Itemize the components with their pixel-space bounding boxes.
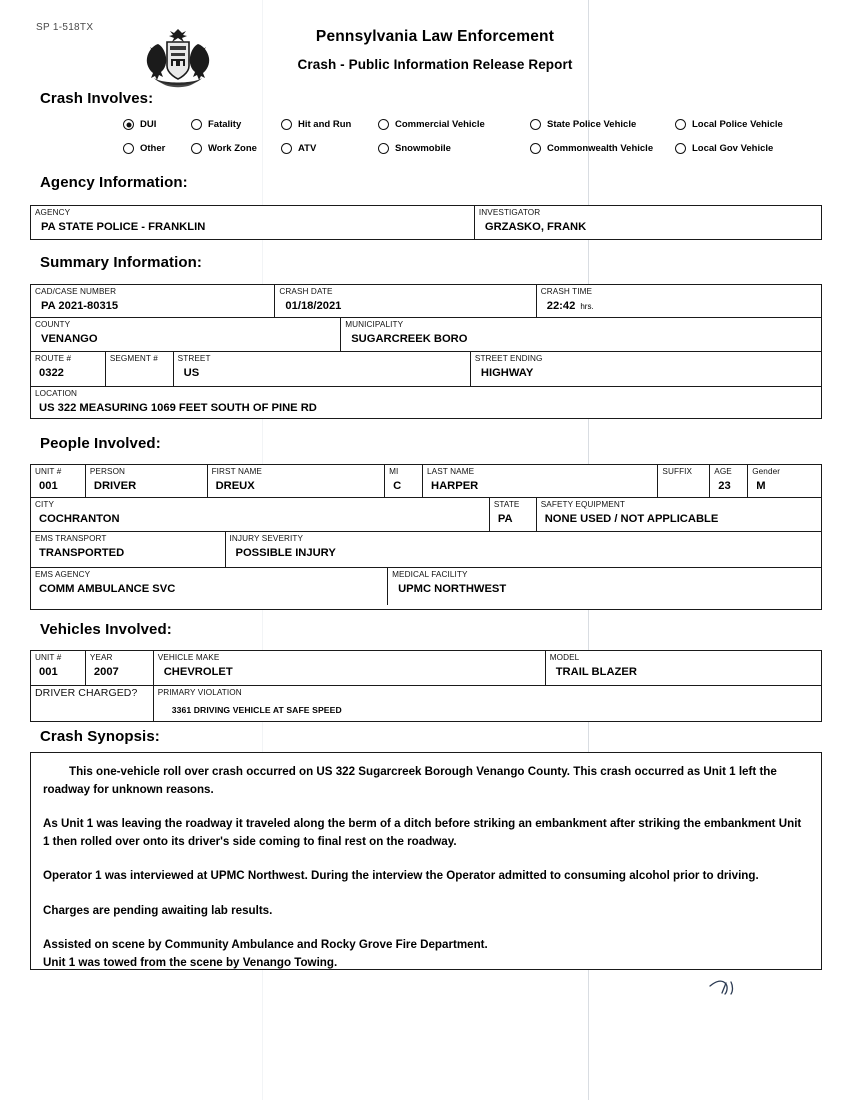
summary-information-heading: Summary Information: (40, 254, 203, 271)
table-row (31, 532, 821, 568)
field-last-name[interactable] (423, 465, 658, 497)
field-value-crash-date: 01/18/2021 (285, 300, 342, 312)
field-label-first-name: FIRST NAME (211, 467, 262, 476)
field-middle-initial[interactable] (385, 465, 423, 497)
field-first-name[interactable] (208, 465, 386, 497)
field-value-street-ending: HIGHWAY (480, 367, 534, 379)
pennsylvania-coat-of-arms-icon (128, 26, 228, 92)
field-value-investigator: GRZASKO, FRANK (484, 221, 587, 233)
field-primary-violation[interactable] (154, 686, 821, 721)
field-value-street: US (183, 367, 200, 379)
agency-information-heading: Agency Information: (40, 174, 188, 191)
radio-icon-local-gov-vehicle[interactable] (675, 143, 686, 154)
field-label-crash-date: CRASH DATE (279, 287, 333, 296)
radio-icon-local-police-vehicle[interactable] (675, 119, 686, 130)
field-value-agency: PA STATE POLICE - FRANKLIN (41, 221, 206, 233)
field-label-agency: AGENCY (35, 208, 71, 217)
field-vehicle-unit-number[interactable] (31, 651, 86, 685)
checkbox-label-commonwealth-vehicle: Commonwealth Vehicle (547, 143, 654, 154)
field-value-segment-number (110, 364, 173, 366)
checkbox-label-fatality: Fatality (208, 119, 242, 130)
field-label-driver-charged: DRIVER CHARGED? (35, 687, 138, 699)
checkbox-local-gov-vehicle[interactable] (675, 143, 773, 154)
field-route-number[interactable] (31, 352, 106, 386)
field-label-investigator: INVESTIGATOR (478, 208, 541, 217)
field-suffix[interactable] (658, 465, 710, 497)
checkbox-label-work-zone: Work Zone (208, 143, 257, 154)
synopsis-paragraph-1: This one-vehicle roll over crash occurred on US 322 Sugarcreek Borough Venango County. This crash occurred as Unit 1 left the roadway for unknown reasons. (43, 765, 777, 796)
field-unit-number[interactable] (31, 465, 86, 497)
table-row (31, 206, 821, 239)
field-ems-transport[interactable] (31, 532, 226, 567)
summary-information-table (30, 284, 822, 419)
report-title-secondary: Crash - Public Information Release Report (297, 57, 573, 72)
checkbox-other[interactable] (123, 143, 165, 154)
field-value-county: VENANGO (41, 333, 98, 345)
field-crash-time[interactable] (537, 285, 821, 317)
checkbox-work-zone[interactable] (191, 143, 257, 154)
report-title-primary: Pennsylvania Law Enforcement (315, 28, 555, 45)
field-value-unit-number: 001 (39, 480, 58, 492)
checkbox-hit-and-run[interactable] (281, 119, 351, 130)
field-label-ems-transport: EMS TRANSPORT (35, 534, 107, 543)
field-vehicle-model[interactable] (546, 651, 821, 685)
field-label-state: STATE (493, 500, 520, 509)
field-value-crash-time: 22:42 hrs. (546, 300, 594, 312)
field-value-primary-violation: 3361 DRIVING VEHICLE AT SAFE SPEED (171, 705, 342, 715)
field-label-injury-severity: INJURY SEVERITY (229, 534, 304, 543)
field-person[interactable] (86, 465, 208, 497)
checkbox-fatality[interactable] (191, 119, 241, 130)
radio-icon-dui[interactable] (123, 119, 134, 130)
field-label-street: STREET (177, 354, 211, 363)
field-value-municipality: SUGARCREEK BORO (351, 333, 468, 345)
vehicles-involved-heading: Vehicles Involved: (40, 621, 172, 638)
checkbox-dui[interactable] (123, 119, 156, 130)
field-agency[interactable] (31, 206, 475, 239)
field-label-cad-case-number: CAD/CASE NUMBER (35, 287, 117, 296)
field-ems-agency[interactable] (31, 568, 388, 605)
field-label-municipality: MUNICIPALITY (345, 320, 404, 329)
synopsis-paragraph-4: Charges are pending awaiting lab results. (43, 903, 273, 917)
checkbox-state-police-vehicle[interactable] (530, 119, 636, 130)
crash-synopsis-heading: Crash Synopsis: (40, 728, 160, 745)
radio-icon-other[interactable] (123, 143, 134, 154)
table-row (31, 285, 821, 318)
field-label-ems-agency: EMS AGENCY (35, 570, 91, 579)
field-injury-severity[interactable] (226, 532, 821, 567)
field-city[interactable] (31, 498, 490, 531)
field-value-first-name: DREUX (215, 480, 255, 492)
field-label-person: PERSON (89, 467, 126, 476)
table-row (31, 686, 821, 721)
field-value-suffix (662, 477, 709, 479)
field-segment-number[interactable] (106, 352, 174, 386)
field-value-vehicle-make: CHEVROLET (163, 666, 233, 678)
synopsis-paragraph-3: Operator 1 was interviewed at UPMC Northwest. During the interview the Operator admitted to consuming alcohol prior to driving. (43, 869, 759, 882)
crash-synopsis-box[interactable] (30, 752, 822, 970)
field-label-gender: Gender (752, 467, 781, 476)
field-vehicle-year[interactable] (86, 651, 154, 685)
field-value-vehicle-unit-number: 001 (39, 666, 58, 678)
field-value-state: PA (497, 513, 513, 525)
checkbox-atv[interactable] (281, 143, 316, 154)
checkbox-label-local-police-vehicle: Local Police Vehicle (692, 119, 783, 130)
field-label-vehicle-model: MODEL (549, 653, 580, 662)
checkbox-label-atv: ATV (298, 143, 317, 154)
field-cad-case-number[interactable] (31, 285, 275, 317)
checkbox-label-dui: DUI (140, 119, 157, 130)
field-value-ems-agency: COMM AMBULANCE SVC (39, 583, 176, 595)
table-row (31, 352, 821, 387)
field-label-age: AGE (714, 467, 732, 476)
field-label-medical-facility: MEDICAL FACILITY (392, 570, 468, 579)
field-location[interactable] (31, 387, 821, 417)
field-value-middle-initial: C (393, 480, 402, 492)
table-row (31, 318, 821, 352)
field-value-vehicle-model: TRAIL BLAZER (555, 666, 637, 678)
checkbox-label-other: Other (140, 143, 166, 154)
table-row (31, 498, 821, 532)
field-label-unit-number: UNIT # (35, 467, 62, 476)
radio-icon-commercial-vehicle[interactable] (378, 119, 389, 130)
table-row (31, 568, 821, 605)
field-label-suffix: SUFFIX (662, 467, 693, 476)
field-label-route-number: ROUTE # (35, 354, 72, 363)
field-gender[interactable] (748, 465, 821, 497)
field-value-location: US 322 MEASURING 1069 FEET SOUTH OF PINE RD (39, 402, 317, 414)
radio-icon-work-zone[interactable] (191, 143, 202, 154)
field-label-vehicle-year: YEAR (89, 653, 113, 662)
field-county[interactable] (31, 318, 341, 351)
checkbox-local-police-vehicle[interactable] (675, 119, 783, 130)
field-label-vehicle-make: VEHICLE MAKE (157, 653, 220, 662)
field-crash-date[interactable] (275, 285, 536, 317)
crash-involves-heading: Crash Involves: (40, 90, 154, 107)
checkbox-label-state-police-vehicle: State Police Vehicle (547, 119, 637, 130)
field-value-last-name: HARPER (431, 480, 479, 492)
table-row (31, 465, 821, 498)
report-title-block (255, 28, 615, 72)
field-value-injury-severity: POSSIBLE INJURY (235, 547, 336, 559)
field-value-vehicle-year: 2007 (93, 666, 119, 678)
field-driver-charged[interactable] (31, 686, 154, 721)
checkbox-label-local-gov-vehicle: Local Gov Vehicle (692, 143, 774, 154)
vehicles-involved-table (30, 650, 822, 722)
crash-time-unit: hrs. (580, 302, 594, 311)
field-value-gender: M (756, 480, 766, 492)
field-value-medical-facility: UPMC NORTHWEST (398, 583, 507, 595)
field-label-primary-violation: PRIMARY VIOLATION (157, 688, 242, 697)
radio-icon-commonwealth-vehicle[interactable] (530, 143, 541, 154)
field-label-street-ending: STREET ENDING (474, 354, 543, 363)
field-value-ems-transport: TRANSPORTED (39, 547, 125, 559)
field-label-crash-time: CRASH TIME (540, 287, 593, 296)
field-age[interactable] (710, 465, 748, 497)
radio-icon-atv[interactable] (281, 143, 292, 154)
synopsis-paragraph-6: Unit 1 was towed from the scene by Venango Towing. (43, 955, 338, 969)
table-row (31, 651, 821, 686)
radio-icon-fatality[interactable] (191, 119, 202, 130)
checkbox-commercial-vehicle[interactable] (378, 119, 485, 130)
field-vehicle-make[interactable] (154, 651, 546, 685)
field-label-county: COUNTY (35, 320, 71, 329)
field-medical-facility[interactable] (388, 568, 821, 605)
radio-icon-snowmobile[interactable] (378, 143, 389, 154)
agency-information-table (30, 205, 822, 240)
field-label-city: CITY (35, 500, 55, 509)
field-label-safety-equipment: SAFETY EQUIPMENT (540, 500, 625, 509)
field-municipality[interactable] (341, 318, 821, 351)
field-value-city: COCHRANTON (39, 513, 120, 525)
field-label-last-name: LAST NAME (427, 467, 475, 476)
field-street-ending[interactable] (471, 352, 821, 386)
checkbox-snowmobile[interactable] (378, 143, 451, 154)
field-value-cad-case-number: PA 2021-80315 (41, 300, 119, 312)
field-label-location: LOCATION (35, 389, 78, 398)
radio-icon-hit-and-run[interactable] (281, 119, 292, 130)
checkbox-label-hit-and-run: Hit and Run (298, 119, 352, 130)
form-number: SP 1-518TX (36, 22, 94, 33)
field-value-route-number: 0322 (39, 367, 64, 379)
field-safety-equipment[interactable] (537, 498, 821, 531)
field-label-vehicle-unit-number: UNIT # (35, 653, 62, 662)
table-row (31, 387, 821, 417)
field-value-age: 23 (718, 480, 731, 492)
checkbox-label-snowmobile: Snowmobile (395, 143, 451, 154)
field-investigator[interactable] (475, 206, 821, 239)
synopsis-paragraph-2: As Unit 1 was leaving the roadway it traveled along the berm of a ditch before striking an embankment after striking the embankment Unit 1 then rolled over onto its driver's side coming to final rest on the roadway. (43, 817, 802, 848)
people-involved-table (30, 464, 822, 610)
field-label-segment-number: SEGMENT # (109, 354, 158, 363)
radio-icon-state-police-vehicle[interactable] (530, 119, 541, 130)
handwritten-initials-mark-icon (706, 975, 746, 1001)
field-state[interactable] (490, 498, 537, 531)
people-involved-heading: People Involved: (40, 435, 161, 452)
field-label-middle-initial: MI (389, 467, 399, 476)
field-value-safety-equipment: NONE USED / NOT APPLICABLE (544, 513, 719, 525)
checkbox-commonwealth-vehicle[interactable] (530, 143, 653, 154)
synopsis-paragraph-5: Assisted on scene by Community Ambulance and Rocky Grove Fire Department. (43, 938, 488, 951)
field-street[interactable] (174, 352, 471, 386)
checkbox-label-commercial-vehicle: Commercial Vehicle (395, 119, 485, 130)
field-value-person: DRIVER (93, 480, 137, 492)
